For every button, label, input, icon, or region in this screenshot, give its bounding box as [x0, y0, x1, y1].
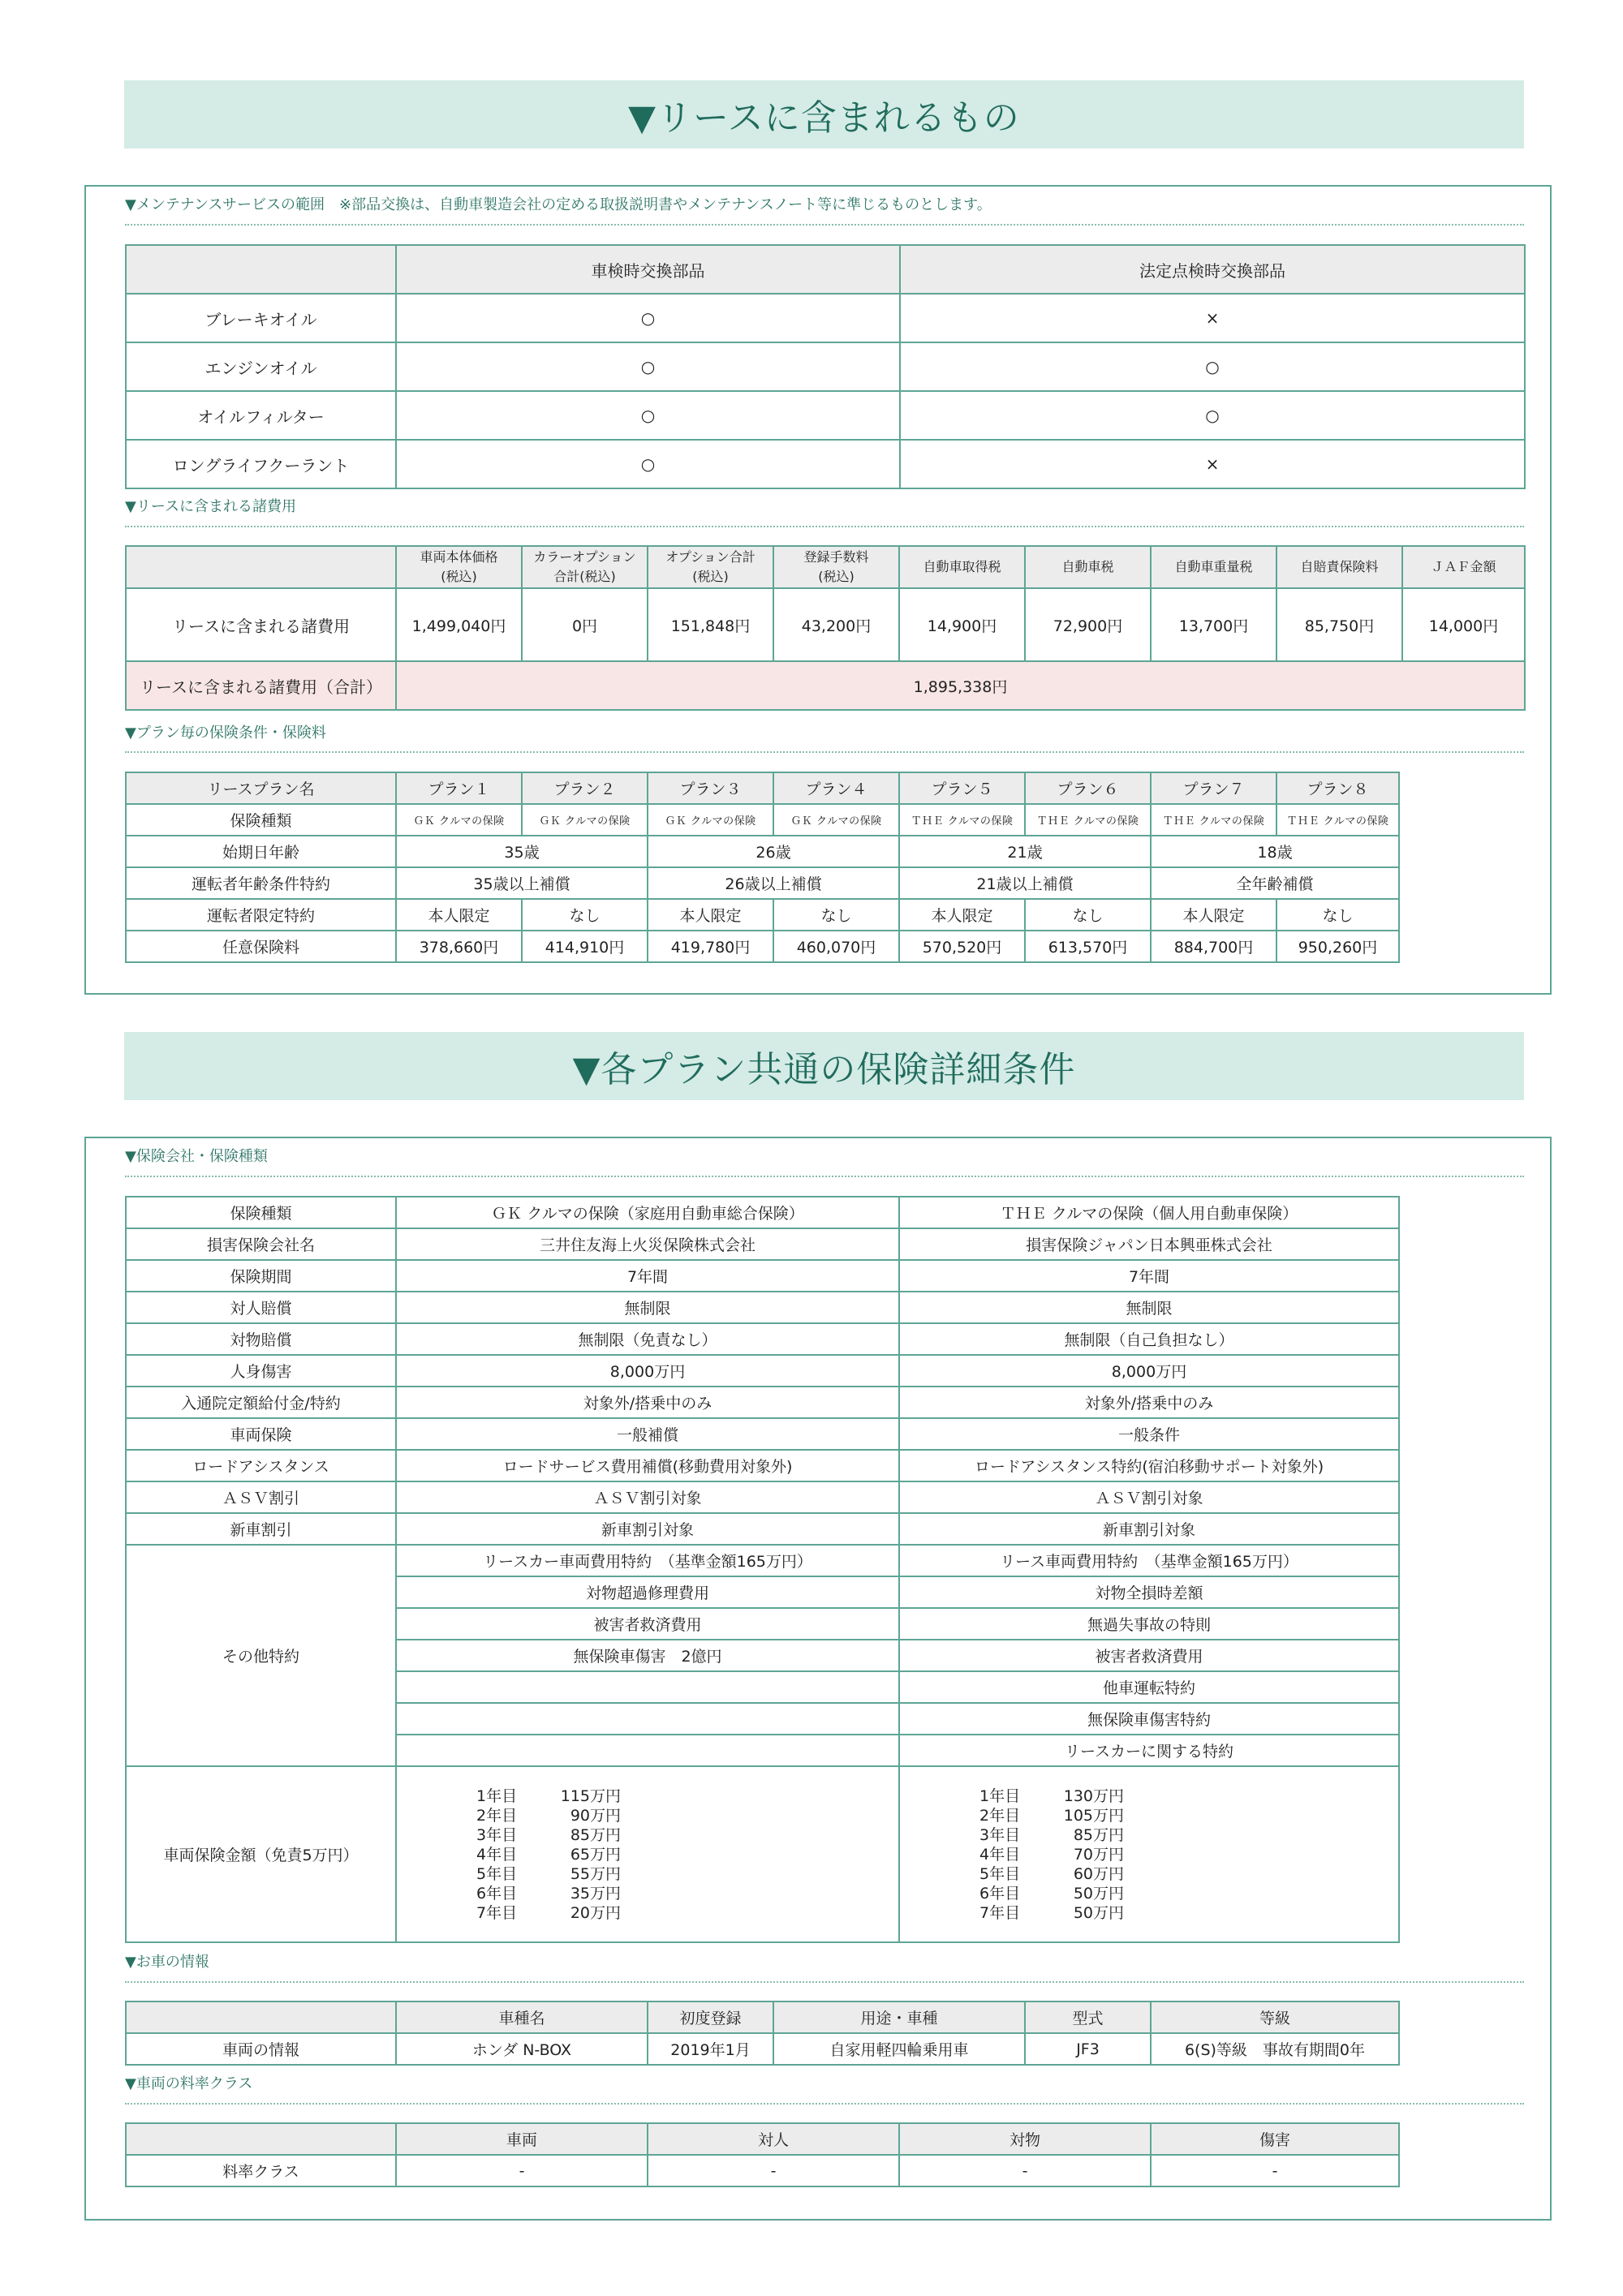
car-header: 用途・車種 — [773, 2001, 1025, 2033]
plan-driver-limit: なし — [1276, 899, 1399, 931]
table-row — [126, 1197, 1399, 1228]
the-value: ロードアシスタンス特約(宿泊移動サポート対象外) — [899, 1450, 1399, 1481]
plan-premium: 884,700円 — [1151, 931, 1276, 962]
plan-driver-limit: 本人限定 — [1151, 899, 1276, 931]
row-label: 損害保険会社名 — [126, 1228, 396, 1260]
gk-rider: 被害者救済費用 — [396, 1608, 899, 1640]
row-label: オイルフィルター — [126, 391, 396, 440]
divider — [125, 751, 1524, 753]
gk-rider: 対物超過修理費用 — [396, 1576, 899, 1608]
maintenance-table — [125, 244, 1526, 489]
rate-value: - — [396, 2155, 648, 2186]
the-value: 対象外/搭乗中のみ — [899, 1387, 1399, 1418]
mark-cell: ○ — [900, 342, 1525, 391]
plan-name: プラン４ — [773, 772, 899, 804]
gk-value: 三井住友海上火災保険株式会社 — [396, 1228, 899, 1260]
row-label: 入通院定額給付金/特約 — [126, 1387, 396, 1418]
gk-rider — [396, 1735, 899, 1766]
fee-value: 0円 — [522, 588, 648, 661]
fee-value: 13,700円 — [1151, 588, 1276, 661]
header-blank — [126, 2123, 396, 2155]
fees-heading: ▼リースに含まれる諸費用 — [125, 498, 296, 515]
row-label: 始期日年齢 — [126, 836, 396, 867]
table-row — [126, 1355, 1399, 1387]
the-rider: 他車運転特約 — [899, 1671, 1399, 1703]
rate-header: 車両 — [396, 2123, 648, 2155]
insurer-heading: ▼保険会社・保険種類 — [125, 1148, 268, 1165]
car-header: 等級 — [1151, 2001, 1399, 2033]
divider — [125, 526, 1524, 527]
plan-driver-limit: 本人限定 — [396, 899, 522, 931]
row-label: 運転者限定特約 — [126, 899, 396, 931]
plan-type: ＴＨＥ クルマの保険 — [899, 804, 1025, 836]
table-row — [126, 1387, 1399, 1418]
rate-value: - — [648, 2155, 899, 2186]
fees-table — [125, 545, 1526, 711]
table-row — [126, 1545, 1399, 1576]
divider — [125, 1176, 1524, 1177]
mark-cell: ○ — [396, 391, 900, 440]
plan-name: プラン８ — [1276, 772, 1399, 804]
plan-name: プラン３ — [648, 772, 773, 804]
section-title-common-insurance: ▼各プラン共通の保険詳細条件 — [124, 1032, 1524, 1100]
total-label: リースに含まれる諸費用（合計） — [126, 661, 396, 710]
fee-value: 85,750円 — [1276, 588, 1402, 661]
row-label: 運転者年齢条件特約 — [126, 867, 396, 899]
plan-name: プラン１ — [396, 772, 522, 804]
gk-rider: リースカー車両費用特約 （基準金額165万円） — [396, 1545, 899, 1576]
table-row — [126, 440, 1525, 488]
table-row — [126, 294, 1525, 342]
header-shaken: 車検時交換部品 — [396, 245, 900, 294]
plan-age-condition: 35歳以上補償 — [396, 867, 648, 899]
divider — [125, 1981, 1524, 1983]
rate-class-table — [125, 2122, 1400, 2187]
table-row — [126, 342, 1525, 391]
plan-driver-limit: 本人限定 — [899, 899, 1025, 931]
plan-type: ＴＨＥ クルマの保険 — [1151, 804, 1276, 836]
the-rider: 無過失事故の特則 — [899, 1608, 1399, 1640]
gk-value: 無制限（免責なし） — [396, 1323, 899, 1355]
plan-premium: 378,660円 — [396, 931, 522, 962]
gk-rider — [396, 1671, 899, 1703]
mark-cell: × — [900, 294, 1525, 342]
plan-age: 35歳 — [396, 836, 648, 867]
plan-age: 18歳 — [1151, 836, 1399, 867]
table-row — [126, 1418, 1399, 1450]
row-label: リースプラン名 — [126, 772, 396, 804]
plan-type: ＴＨＥ クルマの保険 — [1025, 804, 1151, 836]
gk-value: 7年間 — [396, 1260, 899, 1292]
fee-header: 登録手数料 (税込) — [773, 546, 899, 588]
the-rider: リースカーに関する特約 — [899, 1735, 1399, 1766]
the-value: 7年間 — [899, 1260, 1399, 1292]
grade: 6(S)等級 事故有期間0年 — [1151, 2033, 1399, 2065]
the-value: 8,000万円 — [899, 1355, 1399, 1387]
fee-value: 72,900円 — [1025, 588, 1151, 661]
car-info-table — [125, 2001, 1400, 2066]
mark-cell: ○ — [900, 391, 1525, 440]
plan-type: ＧＫ クルマの保険 — [396, 804, 522, 836]
plan-type: ＧＫ クルマの保険 — [648, 804, 773, 836]
maintenance-heading: ▼メンテナンスサービスの範囲 ※部品交換は、自動車製造会社の定める取扱説明書やメンテナンスノート等に準じるものとします。 — [125, 196, 992, 213]
the-vehicle-amounts: 1年目 130万円 2年目 105万円 3年目 85万円 4年目 70万円 5年目 60万円 6年目 50万円 7年目 50万円 — [899, 1766, 1399, 1942]
car-heading: ▼お車の情報 — [125, 1954, 209, 1971]
plan-name: プラン５ — [899, 772, 1025, 804]
vehicle-use: 自家用軽四輪乗用車 — [773, 2033, 1025, 2065]
gk-vehicle-amounts: 1年目 115万円 2年目 90万円 3年目 85万円 4年目 65万円 5年目 55万円 6年目 35万円 7年目 20万円 — [396, 1766, 899, 1942]
plan-type: ＧＫ クルマの保険 — [522, 804, 648, 836]
plan-age-condition: 21歳以上補償 — [899, 867, 1151, 899]
section-title-lease-includes: ▼リースに含まれるもの — [124, 80, 1524, 148]
header-blank — [126, 245, 396, 294]
fee-value: 151,848円 — [648, 588, 773, 661]
mark-cell: ○ — [396, 342, 900, 391]
gk-value: ロードサービス費用補償(移動費用対象外) — [396, 1450, 899, 1481]
plan-premium: 570,520円 — [899, 931, 1025, 962]
fee-header: 車両本体価格 (税込) — [396, 546, 522, 588]
plan-premium: 419,780円 — [648, 931, 773, 962]
plan-age-condition: 26歳以上補償 — [648, 867, 899, 899]
the-rider: 無保険車傷害特約 — [899, 1703, 1399, 1735]
plan-premium: 460,070円 — [773, 931, 899, 962]
the-rider: 対物全損時差額 — [899, 1576, 1399, 1608]
row-label: ＡＳＶ割引 — [126, 1481, 396, 1513]
mark-cell: ○ — [396, 440, 900, 488]
mark-cell: × — [900, 440, 1525, 488]
total-value: 1,895,338円 — [396, 661, 1525, 710]
fee-header: カラーオプション 合計(税込) — [522, 546, 648, 588]
table-row — [126, 1228, 1399, 1260]
table-row — [126, 391, 1525, 440]
divider — [125, 2103, 1524, 2105]
table-row — [126, 1450, 1399, 1481]
table-row — [126, 1513, 1399, 1545]
row-label: 車両の情報 — [126, 2033, 396, 2065]
gk-value: 対象外/搭乗中のみ — [396, 1387, 899, 1418]
header-blank — [126, 2001, 396, 2033]
plan-premium: 950,260円 — [1276, 931, 1399, 962]
table-row — [126, 588, 1525, 661]
plan-premium: 414,910円 — [522, 931, 648, 962]
row-label: 保険種類 — [126, 1197, 396, 1228]
gk-rider: 無保険車傷害 2億円 — [396, 1640, 899, 1671]
the-value: 無制限 — [899, 1292, 1399, 1323]
row-label: 保険期間 — [126, 1260, 396, 1292]
fee-header: 自賠責保険料 — [1276, 546, 1402, 588]
other-riders-label: その他特約 — [126, 1545, 396, 1766]
header-houtei: 法定点検時交換部品 — [900, 245, 1525, 294]
fee-value: 1,499,040円 — [396, 588, 522, 661]
row-label: 車両保険 — [126, 1418, 396, 1450]
the-value: 一般条件 — [899, 1418, 1399, 1450]
row-label: 料率クラス — [126, 2155, 396, 2186]
plan-name: プラン２ — [522, 772, 648, 804]
plan-name: プラン７ — [1151, 772, 1276, 804]
plans-table — [125, 772, 1400, 963]
rate-value: - — [1151, 2155, 1399, 2186]
the-value: 損害保険ジャパン日本興亜株式会社 — [899, 1228, 1399, 1260]
gk-rider — [396, 1703, 899, 1735]
table-row — [126, 2155, 1399, 2186]
rate-header: 対物 — [899, 2123, 1151, 2155]
the-value: 無制限（自己負担なし） — [899, 1323, 1399, 1355]
gk-value: 8,000万円 — [396, 1355, 899, 1387]
car-header: 型式 — [1025, 2001, 1151, 2033]
first-registration: 2019年1月 — [648, 2033, 773, 2065]
row-label: ブレーキオイル — [126, 294, 396, 342]
row-label: エンジンオイル — [126, 342, 396, 391]
row-label: 保険種類 — [126, 804, 396, 836]
plan-driver-limit: なし — [773, 899, 899, 931]
the-value: 新車割引対象 — [899, 1513, 1399, 1545]
car-header: 初度登録 — [648, 2001, 773, 2033]
rate-heading: ▼車両の料率クラス — [125, 2075, 253, 2092]
car-model: ホンダ N-BOX — [396, 2033, 648, 2065]
gk-value: ＡＳＶ割引対象 — [396, 1481, 899, 1513]
rate-header: 傷害 — [1151, 2123, 1399, 2155]
table-row — [126, 1766, 1399, 1942]
plan-type: ＧＫ クルマの保険 — [773, 804, 899, 836]
row-label: ロングライフクーラント — [126, 440, 396, 488]
fee-header: 自動車重量税 — [1151, 546, 1276, 588]
gk-value: 新車割引対象 — [396, 1513, 899, 1545]
mark-cell: ○ — [396, 294, 900, 342]
table-row — [126, 1323, 1399, 1355]
plan-driver-limit: 本人限定 — [648, 899, 773, 931]
table-row — [126, 2033, 1399, 2065]
fee-header: 自動車税 — [1025, 546, 1151, 588]
plan-driver-limit: なし — [1025, 899, 1151, 931]
the-rider: 被害者救済費用 — [899, 1640, 1399, 1671]
rate-header: 対人 — [648, 2123, 899, 2155]
fee-value: 14,900円 — [899, 588, 1025, 661]
row-label: 対物賠償 — [126, 1323, 396, 1355]
gk-value: ＧＫ クルマの保険（家庭用自動車総合保険） — [396, 1197, 899, 1228]
fee-header: ＪＡＦ金額 — [1402, 546, 1525, 588]
header-blank — [126, 546, 396, 588]
table-row — [126, 1260, 1399, 1292]
plan-driver-limit: なし — [522, 899, 648, 931]
total-row — [126, 661, 1525, 710]
the-rider: リース車両費用特約 （基準金額165万円） — [899, 1545, 1399, 1576]
table-row — [126, 1481, 1399, 1513]
plan-age: 26歳 — [648, 836, 899, 867]
row-label: 新車割引 — [126, 1513, 396, 1545]
plan-age: 21歳 — [899, 836, 1151, 867]
the-value: ＡＳＶ割引対象 — [899, 1481, 1399, 1513]
plans-heading: ▼プラン毎の保険条件・保険料 — [125, 724, 326, 742]
row-label: 人身傷害 — [126, 1355, 396, 1387]
insurance-detail-table — [125, 1196, 1400, 1943]
rate-value: - — [899, 2155, 1151, 2186]
plan-age-condition: 全年齢補償 — [1151, 867, 1399, 899]
plan-name: プラン６ — [1025, 772, 1151, 804]
the-value: ＴＨＥ クルマの保険（個人用自動車保険） — [899, 1197, 1399, 1228]
gk-value: 一般補償 — [396, 1418, 899, 1450]
row-label: 対人賠償 — [126, 1292, 396, 1323]
fee-header: オプション合計 (税込) — [648, 546, 773, 588]
divider — [125, 224, 1524, 226]
model-code: JF3 — [1025, 2033, 1151, 2065]
row-label: 任意保険料 — [126, 931, 396, 962]
vehicle-amount-label: 車両保険金額（免責5万円） — [126, 1766, 396, 1942]
plan-type: ＴＨＥ クルマの保険 — [1276, 804, 1399, 836]
fee-value: 14,000円 — [1402, 588, 1525, 661]
fee-value: 43,200円 — [773, 588, 899, 661]
car-header: 車種名 — [396, 2001, 648, 2033]
plan-premium: 613,570円 — [1025, 931, 1151, 962]
gk-value: 無制限 — [396, 1292, 899, 1323]
row-label: リースに含まれる諸費用 — [126, 588, 396, 661]
fee-header: 自動車取得税 — [899, 546, 1025, 588]
row-label: ロードアシスタンス — [126, 1450, 396, 1481]
table-row — [126, 1292, 1399, 1323]
